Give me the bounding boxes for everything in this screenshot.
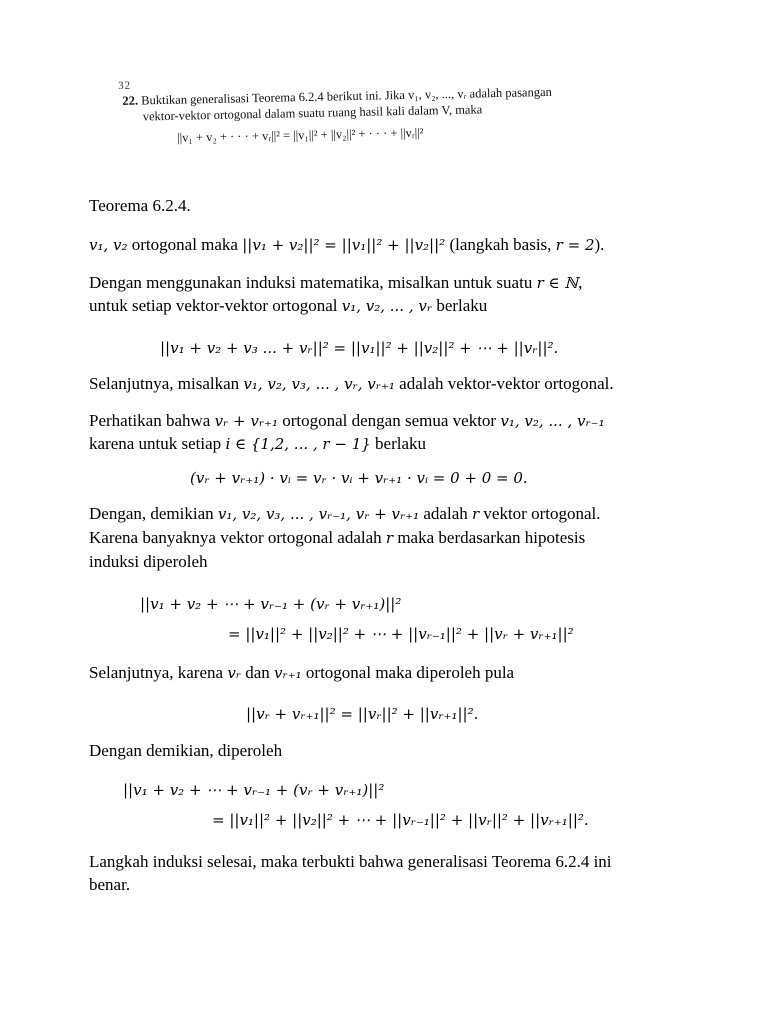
next-math: v₁, v₂, v₃, ... , vᵣ, vᵣ₊₁ <box>243 375 395 393</box>
big-equation-1-line-1: ||v₁ + v₂ + ⋯ + vᵣ₋₁ + (vᵣ + vᵣ₊₁)||² <box>140 595 402 613</box>
big-equation-2-line-2: = ||v₁||² + ||v₂||² + ⋯ + ||vᵣ₋₁||² + ||vᵣ||² + ||vᵣ₊₁||². <box>212 811 589 829</box>
basis-math-r: r = 2 <box>555 236 595 254</box>
note-l1-mid: ortogonal dengan semua vektor <box>277 411 501 430</box>
karena-text: Karena banyaknya vektor ortogonal adalah <box>89 528 386 547</box>
note-l1-math-1: vᵣ + vᵣ₊₁ <box>214 412 278 430</box>
basis-text-3: ). <box>594 235 605 254</box>
basis-step <box>89 234 604 256</box>
sel2-text: Selanjutnya, karena <box>89 663 228 682</box>
induction-line-2 <box>89 295 487 317</box>
induction-l2-end: berlaku <box>432 296 488 315</box>
demikian-math-2: r <box>471 505 480 523</box>
note-line-2 <box>89 433 426 455</box>
note-l1-text: Perhatikan bahwa <box>89 411 215 430</box>
demikian-end: vektor ortogonal. <box>479 504 601 523</box>
dot-product-equation: (vᵣ + vᵣ₊₁) · vᵢ = vᵣ · vᵢ + vᵣ₊₁ · vᵢ = 0 + 0 = 0. <box>190 469 528 487</box>
next-text: Selanjutnya, misalkan <box>89 374 244 393</box>
conclusion-line-2: benar. <box>89 875 131 894</box>
note-l2-text: karena untuk setiap <box>89 434 226 453</box>
induction-l2-text: untuk setiap vektor-vektor ortogonal <box>89 296 342 315</box>
conclusion-line-1: Langkah induksi selesai, maka terbukti bahwa generalisasi Teorema 6.2.4 ini <box>89 852 612 871</box>
basis-text-1: ortogonal maka <box>127 235 243 254</box>
induction-l1-text: Dengan menggunakan induksi matematika, misalkan untuk suatu <box>89 273 537 292</box>
demikian2-line: Dengan demikian, diperoleh <box>89 741 283 760</box>
pair-equation: ||vᵣ + vᵣ₊₁||² = ||vᵣ||² + ||vᵣ₊₁||². <box>246 705 479 723</box>
note-l1-math-2: v₁, v₂, ... , vᵣ₋₁ <box>500 412 605 430</box>
scanned-problem-image <box>116 70 608 176</box>
induction-l1-end: , <box>578 273 583 292</box>
induction-l1-math: r ∈ ℕ <box>536 274 579 292</box>
basis-math-equation: ||v₁ + v₂||² = ||v₁||² + ||v₂||² <box>242 236 446 254</box>
sel2-mid: dan <box>241 663 275 682</box>
induction-l2-math: v₁, v₂, ... , vᵣ <box>341 297 433 315</box>
scan-header: 32 <box>117 79 132 92</box>
scan-problem-number: 22. <box>122 93 139 108</box>
note-l2-math: i ∈ {1,2, ... , r − 1} <box>225 435 371 453</box>
karena-math: r <box>385 529 394 547</box>
big-equation-2-line-1: ||v₁ + v₂ + ⋯ + vᵣ₋₁ + (vᵣ + vᵣ₊₁)||² <box>123 781 385 799</box>
basis-text-2: (langkah basis, <box>445 235 556 254</box>
karena-end: maka berdasarkan hipotesis <box>393 528 586 547</box>
demikian-line <box>89 503 601 525</box>
selanjutnya-line <box>89 662 514 684</box>
hypothesis-equation: ||v₁ + v₂ + v₃ ... + vᵣ||² = ||v₁||² + ||v₂||² + ⋯ + ||vᵣ||². <box>160 339 559 357</box>
demikian-mid: adalah <box>419 504 472 523</box>
sel2-math-1: vᵣ <box>227 664 241 682</box>
sel2-end: ortogonal maka diperoleh pula <box>301 663 515 682</box>
scan-problem-formula: ||v₁ + v₂ + · · · + vᵣ||² = ||v₁||² + ||v₂||² + · · · + ||vᵣ||² <box>177 125 424 145</box>
theorem-title: Teorema 6.2.4. <box>89 196 191 215</box>
scan-problem-line-2: vektor-vektor ortogonal dalam suatu ruang hasil kali dalam V, maka <box>142 102 483 124</box>
induction-line-1 <box>89 272 582 294</box>
scan-line-1-text: Buktikan generalisasi Teorema 6.2.4 berikut ini. Jika v₁, v₂, ..., vᵣ adalah pasangan <box>141 84 552 108</box>
next-statement <box>89 373 614 395</box>
demikian-math-1: v₁, v₂, v₃, ... , vᵣ₋₁, vᵣ + vᵣ₊₁ <box>217 505 420 523</box>
karena-line <box>89 527 585 549</box>
note-l2-end: berlaku <box>370 434 427 453</box>
big-equation-1-line-2: = ||v₁||² + ||v₂||² + ⋯ + ||vᵣ₋₁||² + ||vᵣ + vᵣ₊₁||² <box>228 625 574 643</box>
induksi-line: induksi diperoleh <box>89 552 208 571</box>
basis-math-vectors: v₁, v₂ <box>89 236 128 254</box>
sel2-math-2: vᵣ₊₁ <box>274 664 302 682</box>
note-line-1 <box>89 410 605 432</box>
demikian-text: Dengan, demikian <box>89 504 218 523</box>
next-end: adalah vektor-vektor ortogonal. <box>394 374 614 393</box>
